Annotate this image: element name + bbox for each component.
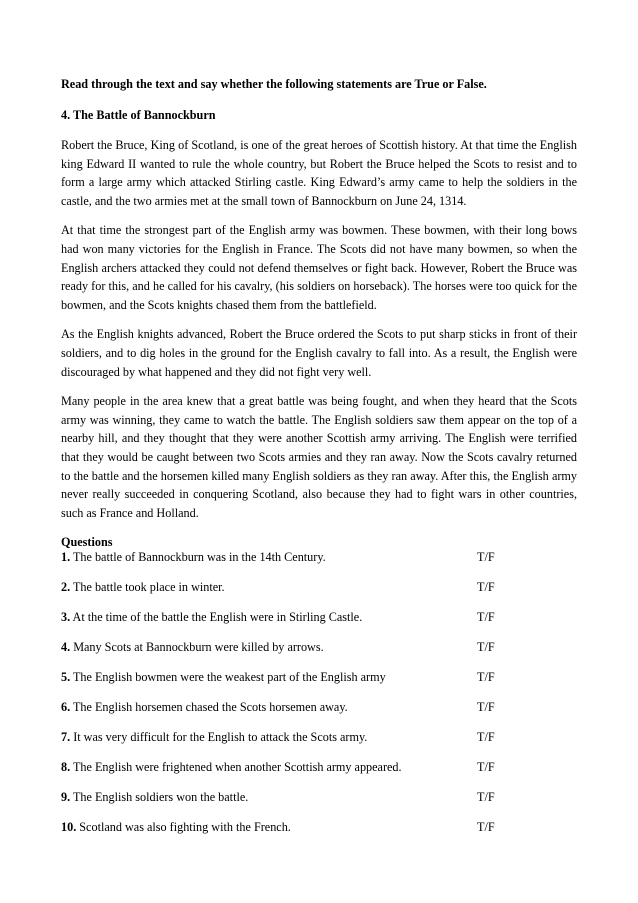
instruction-text: Read through the text and say whether the following statements are True or False. — [61, 77, 487, 91]
true-false-label: T/F — [477, 670, 495, 685]
question-number: 8. — [61, 760, 71, 775]
paragraph-1: Robert the Bruce, King of Scotland, is one of the great heroes of Scottish history. At that time the English king Edward II wanted to rule the whole country, but Robert the Bruce helped the Scots to resist and to form a large army which attacked Stirling castle. King Edward’s army came to help the soldiers in the castle, and the two armies met at the small town of Bannockburn on June 24, 1314. — [61, 138, 577, 208]
true-false-label: T/F — [477, 760, 495, 775]
question-item — [61, 610, 577, 640]
question-number: 2. — [61, 580, 71, 595]
question-item — [61, 580, 577, 610]
question-item — [61, 760, 577, 790]
paragraph-4: Many people in the area knew that a great battle was being fought, and when they heard that the Scots army was winning, they came to watch the battle. The English soldiers saw them appear on the top of a nearby hill, and they thought that they were another Scottish army arriving. The English were terrified that they would be caught between two Scots armies and they ran away. Now the Scots cavalry returned to the battle and the horsemen killed many English soldiers as they ran away. After this, the English army never really succeeded in conquering Scotland, also because they had to fight wars in other countries, such as France and Holland. — [61, 394, 577, 520]
question-number: 4. — [61, 640, 71, 655]
question-item — [61, 640, 577, 670]
question-number: 1. — [61, 550, 71, 565]
question-item — [61, 820, 577, 850]
question-text: The English horsemen chased the Scots horsemen away. — [70, 700, 348, 715]
questions-list — [61, 550, 577, 850]
question-text: The English soldiers won the battle. — [70, 790, 249, 805]
question-number: 5. — [61, 670, 71, 685]
true-false-label: T/F — [477, 640, 495, 655]
question-item — [61, 790, 577, 820]
question-number: 9. — [61, 790, 71, 805]
question-text: At the time of the battle the English were in Stirling Castle. — [70, 610, 363, 625]
question-number: 7. — [61, 730, 71, 745]
question-item — [61, 730, 577, 760]
question-number: 10. — [61, 820, 77, 835]
true-false-label: T/F — [477, 700, 495, 715]
question-item — [61, 700, 577, 730]
question-text: Many Scots at Bannockburn were killed by arrows. — [70, 640, 324, 655]
true-false-label: T/F — [477, 730, 495, 745]
true-false-label: T/F — [477, 790, 495, 805]
question-text: The English were frightened when another Scottish army appeared. — [70, 760, 402, 775]
true-false-label: T/F — [477, 610, 495, 625]
question-number: 6. — [61, 700, 71, 715]
question-text: The battle took place in winter. — [70, 580, 225, 595]
paragraph-2: At that time the strongest part of the English army was bowmen. These bowmen, with their long bows had won many victories for the English in France. The Scots did not have many bowmen, so when the English archers attacked they could not defend themselves or fight back. However, Robert the Bruce was ready for this, and he called for his cavalry, (his soldiers on horseback). The horses were too quick for the bowmen, and the Scots knights chased them from the battlefield. — [61, 223, 577, 312]
question-item — [61, 550, 577, 580]
section-heading: 4. The Battle of Bannockburn — [61, 108, 216, 122]
question-text: The battle of Bannockburn was in the 14th Century. — [70, 550, 326, 565]
paragraph-3: As the English knights advanced, Robert the Bruce ordered the Scots to put sharp sticks in front of their soldiers, and to dig holes in the ground for the English cavalry to fall into. As a result, the English were discouraged by what happened and they did not fight very well. — [61, 327, 577, 379]
question-item — [61, 670, 577, 700]
true-false-label: T/F — [477, 580, 495, 595]
question-text: The English bowmen were the weakest part of the English army — [70, 670, 386, 685]
questions-heading: Questions — [61, 535, 113, 550]
true-false-label: T/F — [477, 820, 495, 835]
question-number: 3. — [61, 610, 71, 625]
question-text: It was very difficult for the English to attack the Scots army. — [70, 730, 368, 745]
question-text: Scotland was also fighting with the French. — [76, 820, 291, 835]
worksheet-content — [61, 76, 577, 850]
true-false-label: T/F — [477, 550, 495, 565]
